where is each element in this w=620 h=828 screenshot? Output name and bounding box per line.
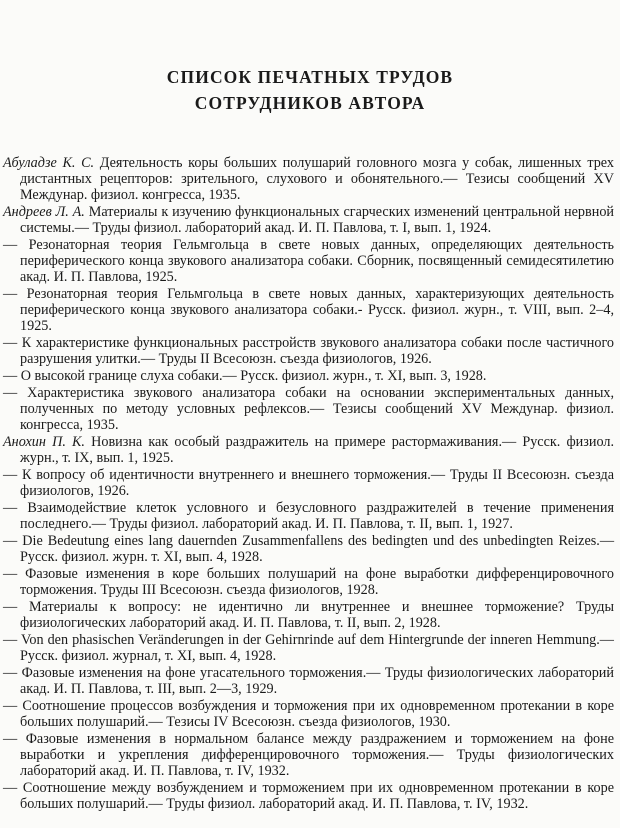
entry-dash: —: [3, 780, 18, 797]
heading-line-2: СОТРУДНИКОВ АВТОРА: [194, 93, 426, 113]
section-heading: [0, 64, 620, 116]
entry-dash: —: [3, 632, 18, 649]
entry-author: Андреев Л. А.: [3, 204, 85, 221]
entry-dash: —: [3, 665, 18, 682]
entry-text: К характеристике функциональных расстройств звукового анализатора собаки после частичного разрушения улитки.— Труды II Всесоюзн. съезда физиологов, 1926.: [20, 335, 615, 368]
bibliography-entry: [3, 731, 614, 779]
bibliography-entry: [3, 632, 614, 664]
bibliography-entry: [3, 599, 614, 631]
entry-author: Абуладзе К. С.: [3, 155, 95, 171]
entry-dash: —: [3, 335, 18, 352]
entry-text: К вопросу об идентичности внутреннего и внешнего торможения.— Труды II Всесоюзн. съезда физиологов, 1926.: [20, 467, 614, 500]
bibliography-entry: [3, 155, 614, 203]
entry-dash: —: [3, 286, 18, 303]
entry-text: Фазовые изменения в коре больших полушарий на фоне выработки дифференцировочного торможения. Труды III Всесоюзн. съезда физиологов, 1928.: [20, 566, 614, 599]
bibliography-list: [3, 155, 614, 813]
entry-author: Анохин П. К.: [3, 434, 85, 451]
entry-dash: —: [3, 237, 18, 254]
bibliography-entry: [3, 533, 614, 565]
entry-dash: —: [3, 385, 18, 402]
heading-line-1: СПИСОК ПЕЧАТНЫХ ТРУДОВ: [166, 67, 454, 87]
entry-text: Фазовые изменения на фоне угасательного торможения.— Труды физиологических лабораторий акад. И. П. Павлова, т. III, вып. 2—3, 1929.: [20, 665, 614, 698]
bibliography-entry: [3, 780, 614, 812]
entry-text: Соотношение между возбуждением и торможением при их одновременном протекании в коре больших полушарий.— Труды физиол. лабораторий акад. И. П. Павлова, т. IV, 1932.: [20, 780, 615, 813]
entry-text: Взаимодействие клеток условного и безусловного раздражителей в течение применения последнего.— Труды физиол. лабораторий акад. И. П. Павлова, т. II, вып. 1, 1927.: [20, 500, 615, 533]
entry-dash: —: [3, 368, 18, 385]
bibliography-entry: [3, 698, 614, 730]
entry-text: Соотношение процессов возбуждения и торможения при их одновременном протекании в коре больших полушарий.— Тезисы IV Всесоюзн. съезда физиологов, 1930.: [20, 698, 614, 731]
entry-dash: —: [3, 500, 18, 517]
entry-dash: —: [3, 731, 18, 748]
entry-dash: —: [3, 698, 18, 715]
bibliography-entry: [3, 335, 614, 367]
entry-text: Die Bedeutung eines lang dauernden Zusammenfallens des bedingten und des unbedingten Reizes.— Русск. физиол. журн. т. XI, вып. 4, 1928.: [20, 533, 615, 566]
entry-dash: —: [3, 533, 18, 550]
entry-text: Материалы к изучению функциональных сгарческих изменений центральной нервной системы.— Труды физиол. лабораторий акад. И. П. Павлова, т. I, вып. 1, 1924.: [20, 204, 614, 237]
entry-dash: —: [3, 467, 18, 484]
entry-dash: —: [3, 599, 18, 616]
bibliography-entry: [3, 500, 614, 532]
entry-text: О высокой границе слуха собаки.— Русск. физиол. журн., т. XI, вып. 3, 1928.: [20, 368, 487, 385]
bibliography-entry: [3, 204, 614, 236]
bibliography-entry: [3, 467, 614, 499]
entry-text: Резонаторная теория Гельмгольца в свете новых данных, определяющих деятельность периферического конца звукового анализатора собаки. Сборник, посвященный семидесятилетию акад. И. П. Павлова, 1925.: [20, 237, 614, 286]
bibliography-entry: [3, 434, 614, 466]
entry-text: Деятельность коры больших полушарий головного мозга у собак, лишенных трех дистантных рецепторов: зрительного, слухового и обонятельного.— Тезисы сообщений XV Междунар. физиол. конгресса, 1935.: [20, 155, 614, 204]
entry-text: Новизна как особый раздражитель на примере растормаживания.— Русск. физиол. журн., т. IX, вып. 1, 1925.: [20, 434, 614, 467]
bibliography-entry: [3, 665, 614, 697]
bibliography-entry: [3, 237, 614, 285]
bibliography-entry: [3, 368, 614, 384]
bibliography-entry: [3, 286, 614, 334]
bibliography-entry: [3, 385, 614, 433]
entry-text: Характеристика звукового анализатора собаки на основании экспериментальных данных, полученных по методу условных рефлексов.— Тезисы сообщений XV Междунар. физиол. конгресса, 1935.: [20, 385, 614, 434]
entry-text: Фазовые изменения в нормальном балансе между раздражением и торможением на фоне выработки и укрепления дифференцировочного торможения.— Труды физиологических лабораторий акад. И. П. Павлова, т. IV, 1932.: [20, 731, 614, 780]
entry-text: Von den phasischen Veränderungen in der Gehirnrinde auf dem Hintergrunde der inneren Hemmung.— Русск. физиол. журнал, т. XI, вып. 4, 1928.: [20, 632, 614, 665]
entry-text: Резонаторная теория Гельмгольца в свете новых данных, характеризующих деятельность периферического конца звукового анализатора собаки.- Русск. физиол. журн., т. VIII, вып. 2–4, 1925.: [20, 286, 615, 335]
bibliography-entry: [3, 566, 614, 598]
entry-text: Материалы к вопросу: не идентично ли внутреннее и внешнее торможение? Труды физиологических лабораторий акад. И. П. Павлова, т. II, вып. 2, 1928.: [20, 599, 614, 632]
entry-dash: —: [3, 566, 18, 583]
